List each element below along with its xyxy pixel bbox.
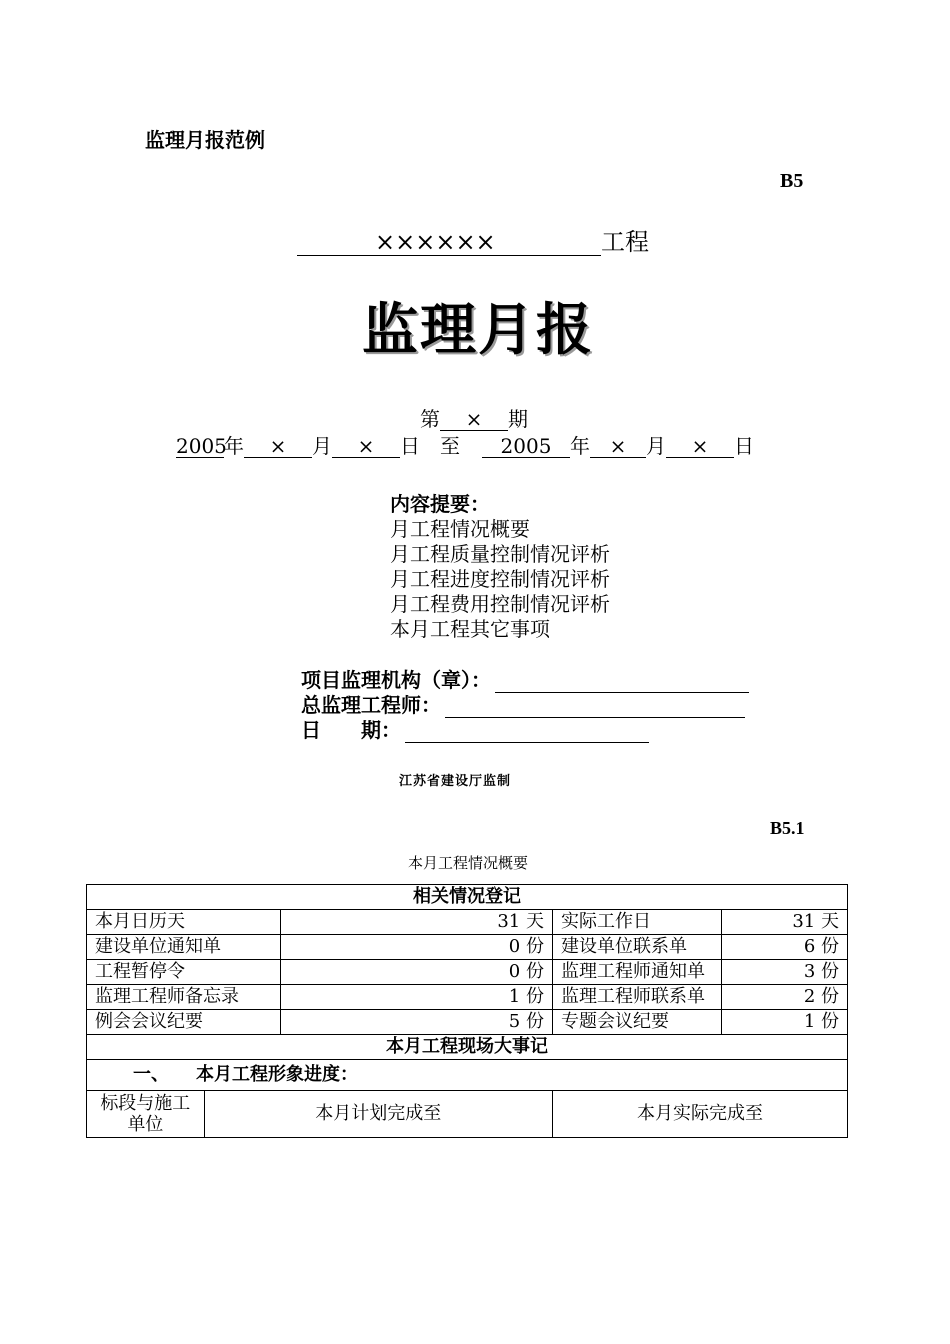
org-label: 项目监理机构（章）： <box>301 668 491 692</box>
end-month: × <box>590 436 646 458</box>
project-line <box>297 222 649 257</box>
cell-value: 6 份 <box>722 935 848 960</box>
project-name: ×××××× <box>375 230 551 256</box>
project-suffix: 工程 <box>601 228 649 256</box>
cell-value: 3 份 <box>722 960 848 985</box>
summary-item: 月工程进度控制情况评析 <box>390 567 610 591</box>
section-title: 本月工程情况概要 <box>408 854 529 872</box>
summary-item: 月工程情况概要 <box>390 517 530 541</box>
status-table <box>86 884 848 1138</box>
engineer-blank[interactable] <box>445 697 745 718</box>
cell-value: 2 份 <box>722 985 848 1010</box>
cell-value: 0 份 <box>281 960 553 985</box>
engineer-label: 总监理工程师： <box>301 693 441 717</box>
period-line <box>420 403 528 432</box>
date-range <box>176 430 754 459</box>
date-label: 日 期： <box>301 718 401 742</box>
cell-label: 建设单位通知单 <box>87 935 281 960</box>
table-row <box>87 1010 848 1035</box>
to-label: 至 <box>440 434 460 458</box>
cell-value: 0 份 <box>281 935 553 960</box>
year-label: 年 <box>224 434 244 458</box>
summary-item: 月工程质量控制情况评析 <box>390 542 610 566</box>
issuer: 江苏省建设厅监制 <box>399 774 512 789</box>
cell-label: 监理工程师联系单 <box>552 985 721 1010</box>
year-label: 年 <box>570 434 590 458</box>
cell-label: 专题会议纪要 <box>552 1010 721 1035</box>
period-suffix: 期 <box>508 407 528 431</box>
cell-label: 实际工作日 <box>552 910 721 935</box>
events-header: 本月工程现场大事记 <box>87 1035 848 1060</box>
day-label: 日 <box>400 434 420 458</box>
section-code: B5.1 <box>770 818 805 838</box>
day-label: 日 <box>734 434 754 458</box>
cell-label: 工程暂停令 <box>87 960 281 985</box>
period-prefix: 第 <box>420 407 440 431</box>
summary-item: 月工程费用控制情况评析 <box>390 592 610 616</box>
cell-label: 监理工程师备忘录 <box>87 985 281 1010</box>
cell-value: 5 份 <box>281 1010 553 1035</box>
main-title: 监理月报 <box>362 298 594 363</box>
col-actual: 本月实际完成至 <box>552 1091 847 1138</box>
period-number: × <box>440 409 508 431</box>
cell-label: 例会会议纪要 <box>87 1010 281 1035</box>
org-row <box>301 668 749 693</box>
table-row <box>87 910 848 935</box>
start-day: × <box>332 436 400 458</box>
col-planned: 本月计划完成至 <box>204 1091 552 1138</box>
end-year: 2005 <box>482 436 570 458</box>
cell-label: 建设单位联系单 <box>552 935 721 960</box>
cell-value: 1 份 <box>722 1010 848 1035</box>
summary-item: 本月工程其它事项 <box>390 617 550 641</box>
cell-label: 监理工程师通知单 <box>552 960 721 985</box>
progress-cols-row <box>87 1091 848 1138</box>
cell-value: 31 天 <box>722 910 848 935</box>
doc-title: 监理月报范例 <box>145 128 265 152</box>
month-label: 月 <box>646 434 666 458</box>
summary-block <box>390 492 610 642</box>
summary-heading: 内容提要： <box>390 492 490 516</box>
org-blank[interactable] <box>495 672 749 693</box>
cell-value: 1 份 <box>281 985 553 1010</box>
table-row <box>87 960 848 985</box>
table-row <box>87 935 848 960</box>
start-year: 2005 <box>176 434 227 458</box>
date-row <box>301 718 749 743</box>
cell-value: 31 天 <box>281 910 553 935</box>
date-blank[interactable] <box>405 722 649 743</box>
cell-label: 本月日历天 <box>87 910 281 935</box>
signature-block <box>301 668 749 743</box>
table-row <box>87 985 848 1010</box>
end-day: × <box>666 436 734 458</box>
start-month: × <box>244 436 312 458</box>
col-section-unit: 标段与施工单位 <box>87 1091 205 1138</box>
engineer-row <box>301 693 749 718</box>
form-code: B5 <box>780 170 804 192</box>
table-header: 相关情况登记 <box>87 885 848 910</box>
month-label: 月 <box>312 434 332 458</box>
progress-heading: 一、 本月工程形象进度： <box>87 1060 848 1091</box>
